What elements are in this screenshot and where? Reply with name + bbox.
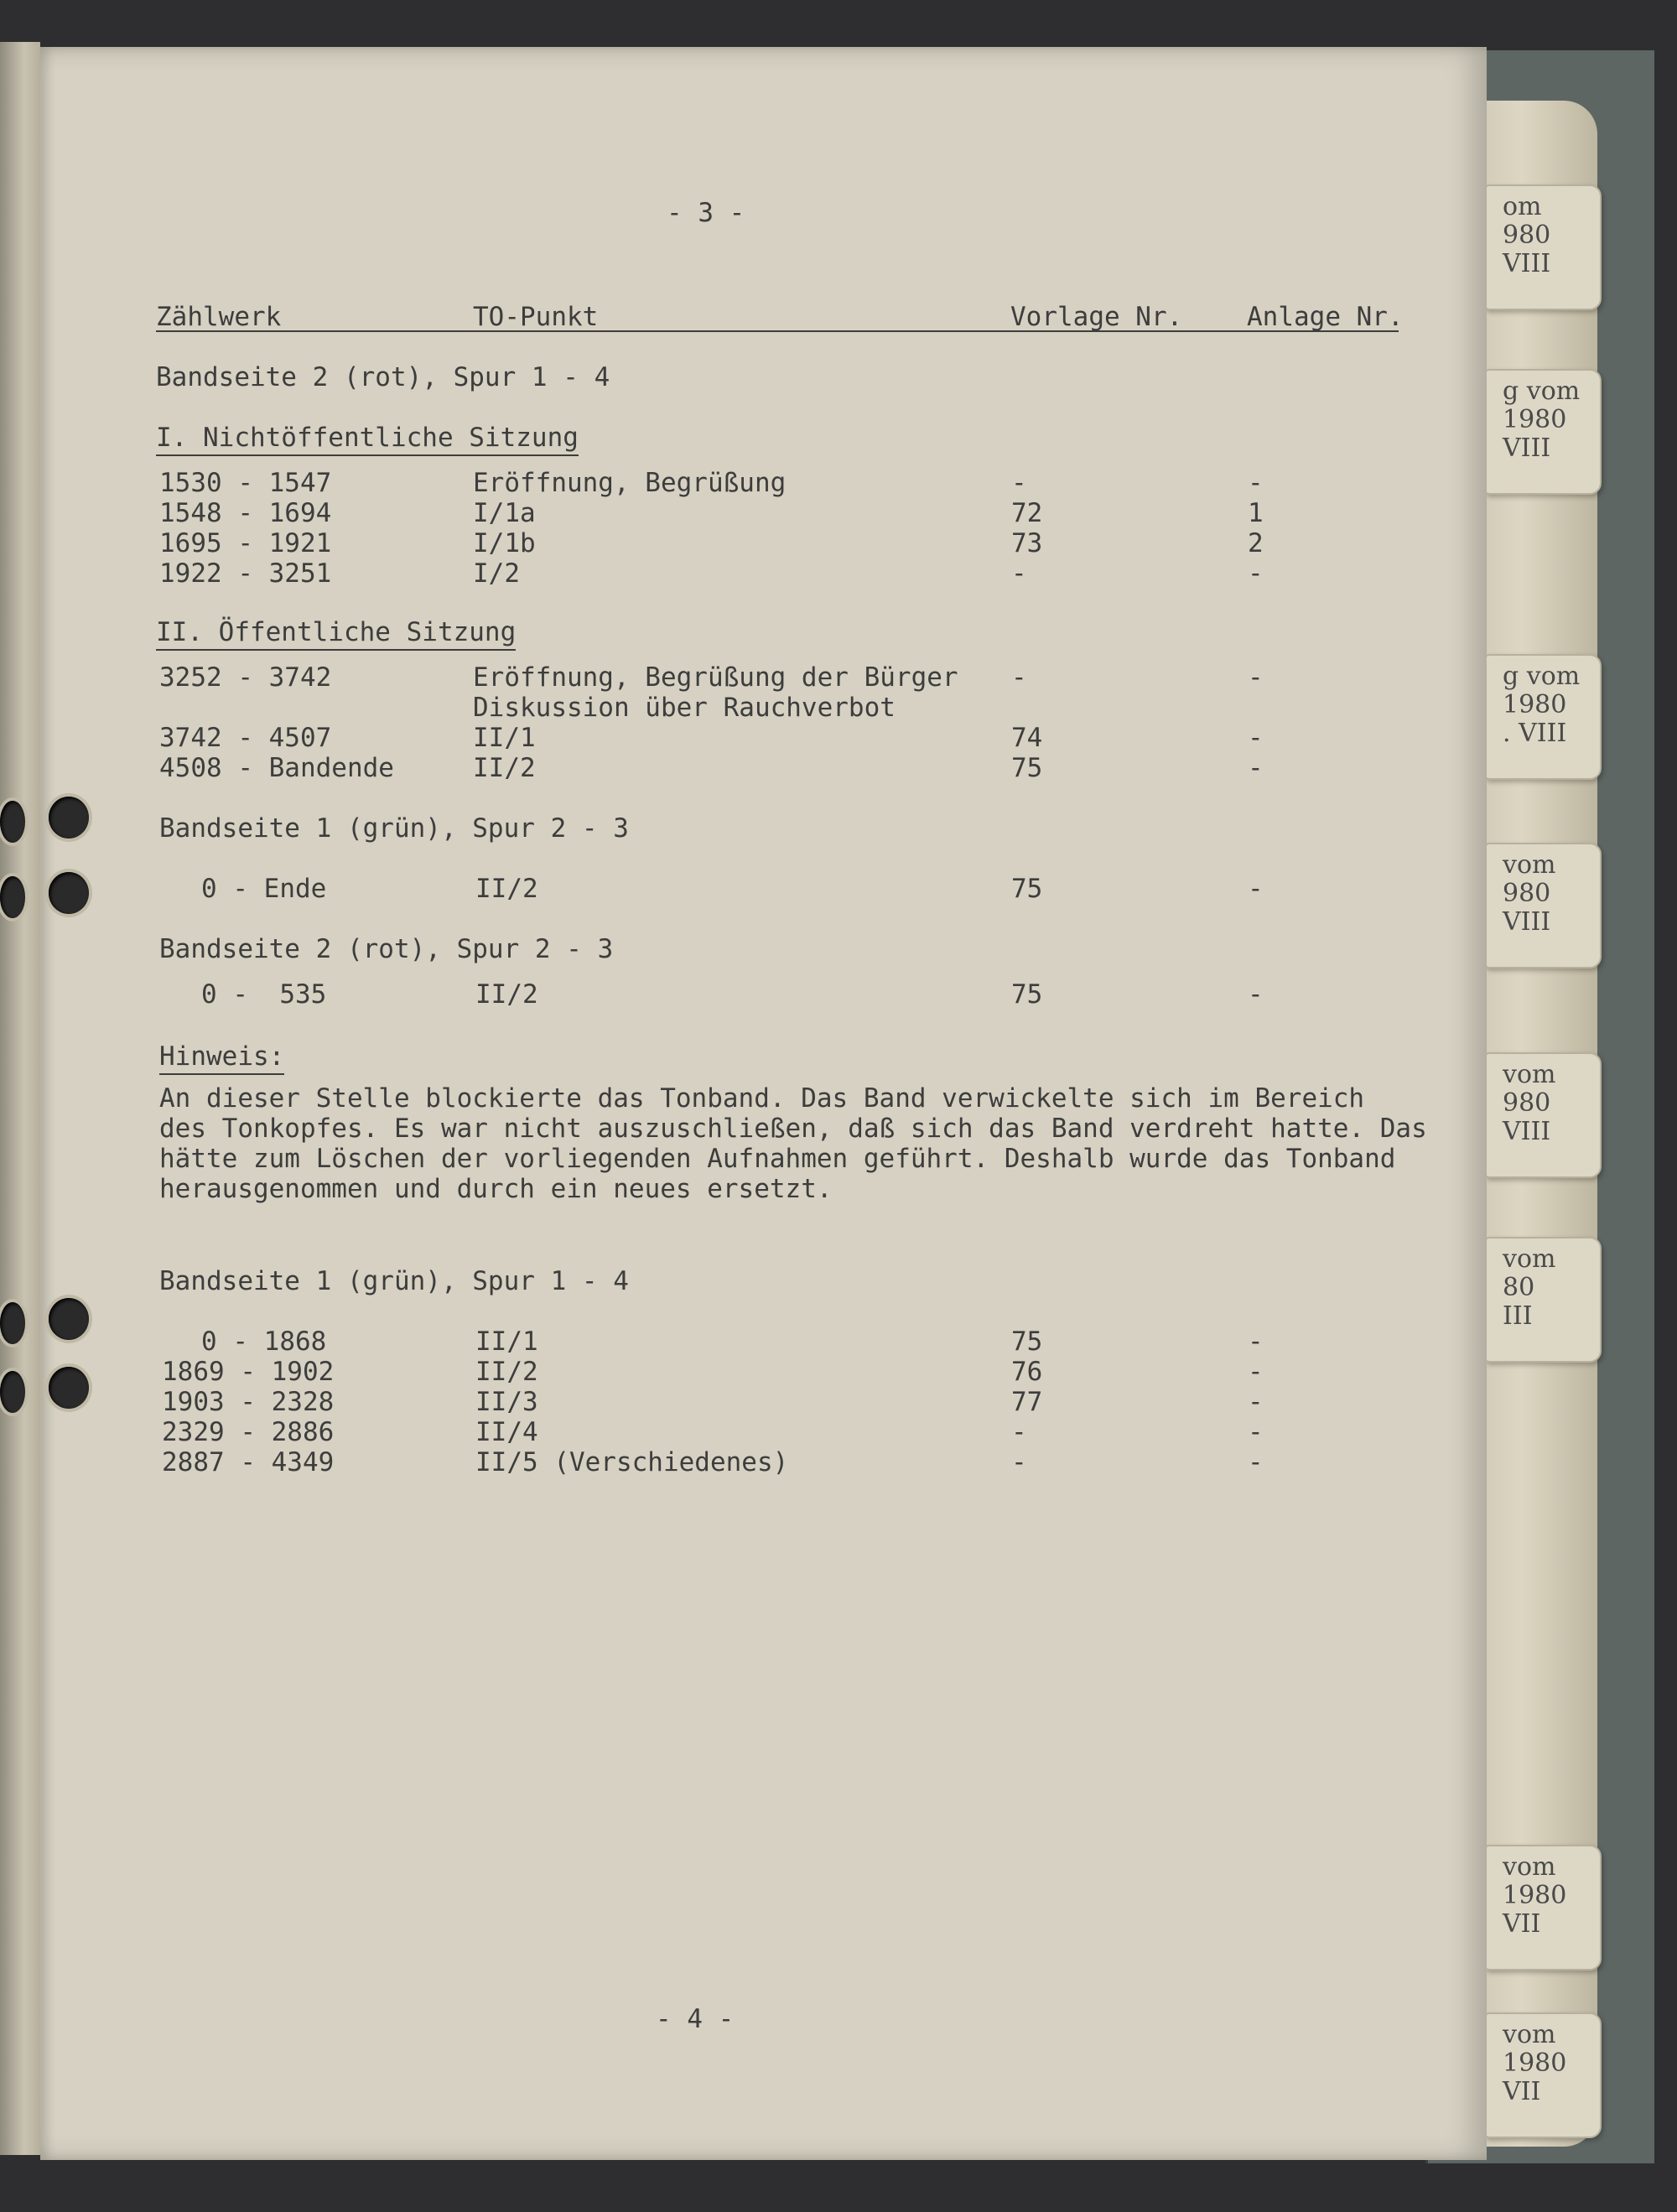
row-range: 1695 - 1921 xyxy=(159,528,332,558)
row-anlage: - xyxy=(1248,468,1264,498)
section-heading: Bandseite 2 (rot), Spur 1 - 4 xyxy=(156,362,610,392)
row-vorlage: 75 xyxy=(1011,979,1043,1010)
row-item: II/1 xyxy=(473,723,536,753)
row-item: Eröffnung, Begrüßung xyxy=(473,468,787,498)
row-range: 1530 - 1547 xyxy=(159,468,332,498)
row-range: 0 - 535 xyxy=(201,979,327,1010)
row-range: 2887 - 4349 xyxy=(162,1447,335,1477)
subsection-title: II. Öffentliche Sitzung xyxy=(156,617,516,651)
tab-text: 1980 xyxy=(1503,405,1567,434)
row-vorlage: 77 xyxy=(1011,1387,1043,1417)
row-vorlage: 73 xyxy=(1011,528,1043,558)
tab-text: vom xyxy=(1503,1244,1556,1274)
subsection-title: I. Nichtöffentliche Sitzung xyxy=(156,423,579,456)
row-item-continued: Diskussion über Rauchverbot xyxy=(473,693,896,723)
tab-text: III xyxy=(1503,1301,1533,1331)
row-anlage: - xyxy=(1248,874,1264,904)
page-number-bottom: - 4 - xyxy=(656,2004,735,2034)
row-item: II/5 (Verschiedenes) xyxy=(475,1447,789,1477)
row-vorlage: 72 xyxy=(1011,498,1043,528)
tab-text: vom xyxy=(1503,1060,1556,1089)
tab-text: vom xyxy=(1503,850,1556,880)
row-item: I/2 xyxy=(473,558,520,589)
row-item: I/1b xyxy=(473,528,536,558)
row-range: 1869 - 1902 xyxy=(162,1357,335,1387)
row-vorlage: - xyxy=(1011,558,1027,589)
header-agenda-item: TO-Punkt xyxy=(473,302,599,332)
tab-text: VIII xyxy=(1503,1117,1551,1146)
tab-text: VIII xyxy=(1503,907,1551,937)
header-counter: Zählwerk xyxy=(156,302,282,332)
row-range: 1922 - 3251 xyxy=(159,558,332,589)
row-range: 0 - 1868 xyxy=(201,1327,327,1357)
tab-text: g vom xyxy=(1503,376,1581,406)
row-anlage: 2 xyxy=(1248,528,1264,558)
row-vorlage: 75 xyxy=(1011,1327,1043,1357)
row-item: II/2 xyxy=(475,1357,538,1387)
row-vorlage: - xyxy=(1011,468,1027,498)
row-vorlage: - xyxy=(1011,1447,1027,1477)
row-vorlage: 76 xyxy=(1011,1357,1043,1387)
row-item: II/1 xyxy=(475,1327,538,1357)
row-item: I/1a xyxy=(473,498,536,528)
tab-text: 980 xyxy=(1503,1088,1551,1118)
tab-text: vom xyxy=(1503,2020,1556,2049)
row-vorlage: 75 xyxy=(1011,874,1043,904)
tab-text: om xyxy=(1503,192,1542,221)
row-item: II/4 xyxy=(475,1417,538,1447)
row-vorlage: 74 xyxy=(1011,723,1043,753)
page-number-top: - 3 - xyxy=(667,198,745,228)
section-heading: Bandseite 1 (grün), Spur 1 - 4 xyxy=(159,1266,629,1296)
row-range: 4508 - Bandende xyxy=(159,753,394,783)
row-anlage: - xyxy=(1248,1447,1264,1477)
tab-text: . VIII xyxy=(1503,719,1567,748)
section-heading: Bandseite 1 (grün), Spur 2 - 3 xyxy=(159,813,629,844)
row-range: 2329 - 2886 xyxy=(162,1417,335,1447)
row-range: 1548 - 1694 xyxy=(159,498,332,528)
row-item: Eröffnung, Begrüßung der Bürger xyxy=(473,662,958,693)
row-item: II/2 xyxy=(475,979,538,1010)
tab-text: 1980 xyxy=(1503,2048,1567,2078)
note-line: hätte zum Löschen der vorliegenden Aufnahmen geführt. Deshalb wurde das Tonband xyxy=(159,1144,1396,1174)
row-vorlage: - xyxy=(1011,662,1027,693)
row-anlage: - xyxy=(1248,1387,1264,1417)
row-anlage: - xyxy=(1248,723,1264,753)
row-item: II/2 xyxy=(475,874,538,904)
tab-text: VIII xyxy=(1503,434,1551,463)
row-anlage: - xyxy=(1248,753,1264,783)
header-proposal-no: Vorlage Nr. xyxy=(1010,302,1183,332)
row-anlage: - xyxy=(1248,662,1264,693)
note-title: Hinweis: xyxy=(159,1041,284,1075)
note-line: An dieser Stelle blockierte das Tonband. Das Band verwickelte sich im Bereich xyxy=(159,1083,1365,1114)
tab-text: 1980 xyxy=(1503,690,1567,719)
row-range: 1903 - 2328 xyxy=(162,1387,335,1417)
row-anlage: 1 xyxy=(1248,498,1264,528)
note-line: des Tonkopfes. Es war nicht auszuschließen, daß sich das Band verdreht hatte. Das xyxy=(159,1114,1427,1144)
row-range: 0 - Ende xyxy=(201,874,327,904)
tab-text: VII xyxy=(1503,1909,1541,1939)
tab-text: 980 xyxy=(1503,221,1551,250)
row-anlage: - xyxy=(1248,1357,1264,1387)
tab-text: 80 xyxy=(1503,1273,1535,1302)
row-item: II/2 xyxy=(473,753,536,783)
tab-text: 980 xyxy=(1503,879,1551,908)
header-attachment-no: Anlage Nr. xyxy=(1247,302,1404,332)
note-line: herausgenommen und durch ein neues ersetzt. xyxy=(159,1174,833,1204)
row-vorlage: 75 xyxy=(1011,753,1043,783)
row-anlage: - xyxy=(1248,1327,1264,1357)
header-rule xyxy=(156,330,1399,332)
tab-text: g vom xyxy=(1503,662,1581,691)
row-anlage: - xyxy=(1248,1417,1264,1447)
row-anlage: - xyxy=(1248,558,1264,589)
tab-text: VIII xyxy=(1503,249,1551,278)
tab-text: vom xyxy=(1503,1852,1556,1882)
tab-text: VII xyxy=(1503,2077,1541,2106)
row-range: 3742 - 4507 xyxy=(159,723,332,753)
row-item: II/3 xyxy=(475,1387,538,1417)
row-vorlage: - xyxy=(1011,1417,1027,1447)
section-heading: Bandseite 2 (rot), Spur 2 - 3 xyxy=(159,934,614,964)
row-range: 3252 - 3742 xyxy=(159,662,332,693)
row-anlage: - xyxy=(1248,979,1264,1010)
tab-text: 1980 xyxy=(1503,1881,1567,1910)
